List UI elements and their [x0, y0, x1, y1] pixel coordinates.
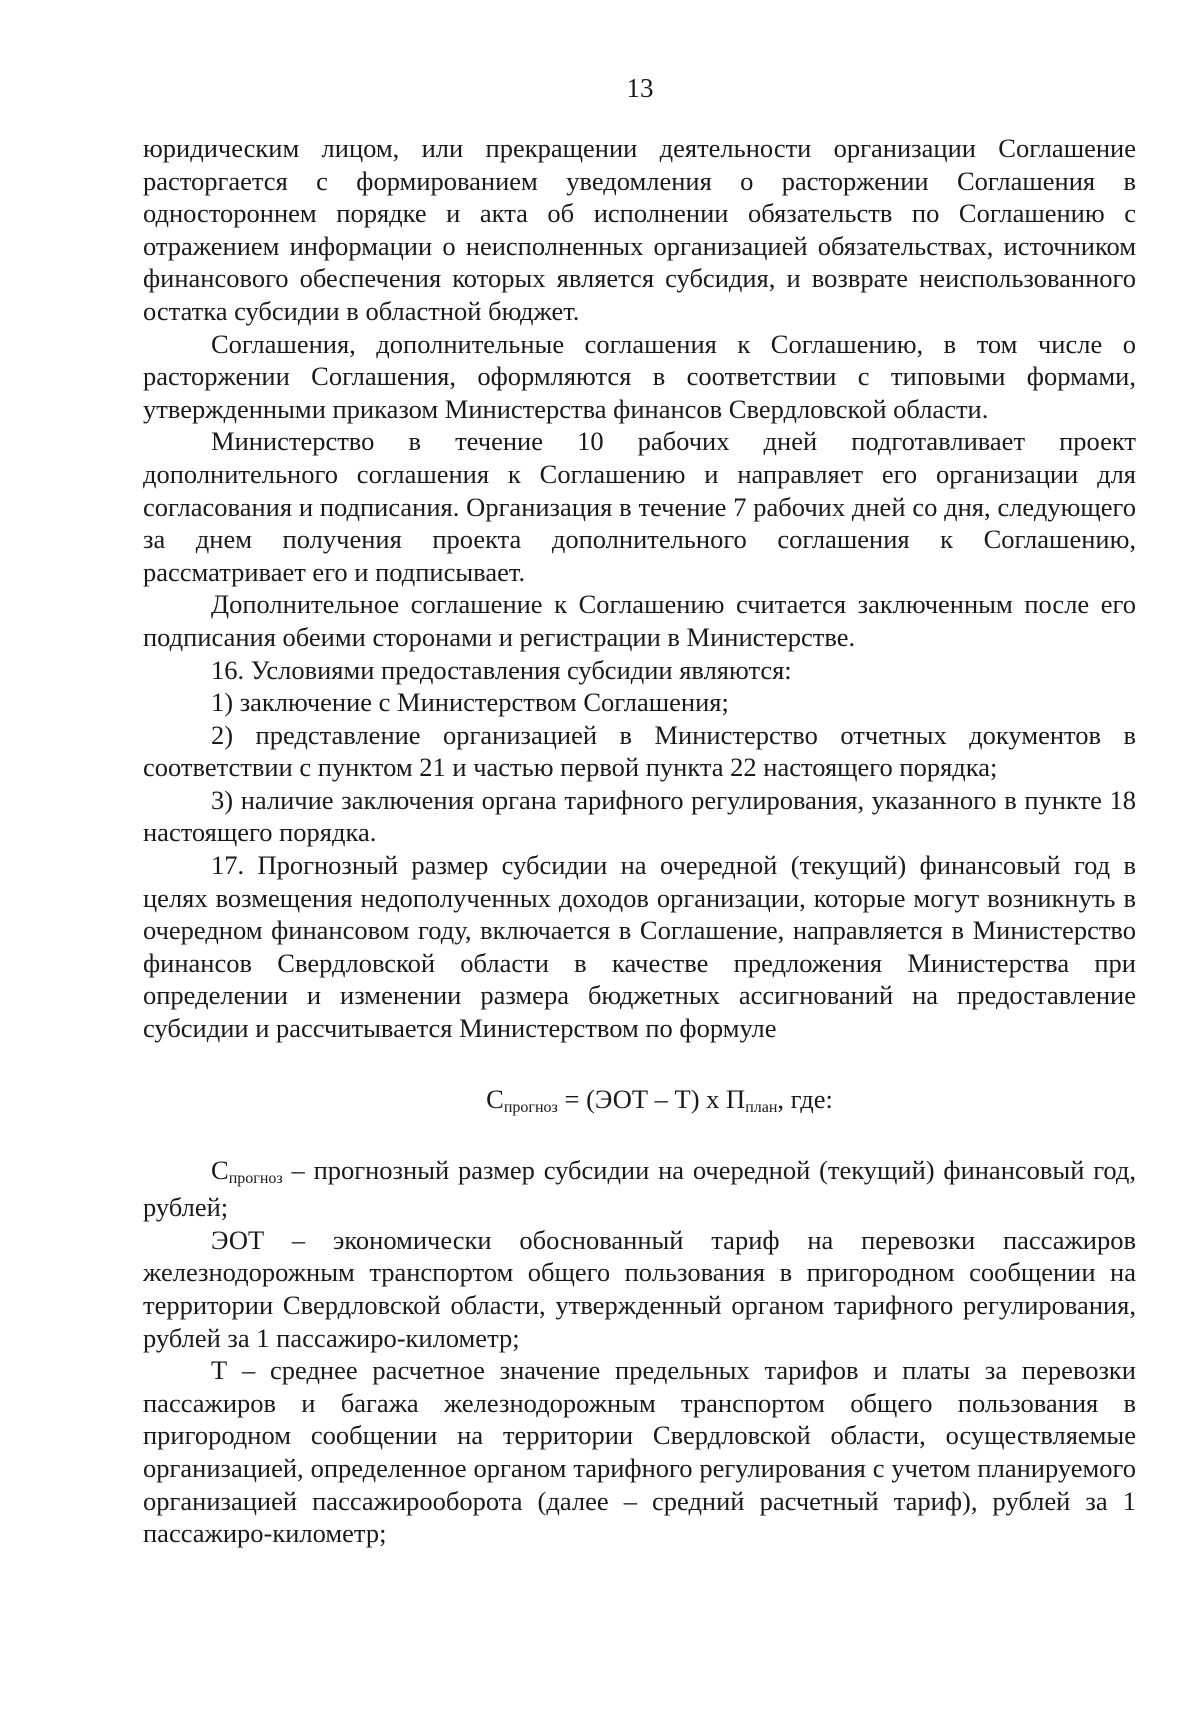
definition-c-forecast	[143, 1154, 1136, 1224]
definition-t: Т – среднее расчетное значение предельных тарифов и платы за перевозки пассажиров и багажа железнодорожным транспортом общего пользования в пригородном сообщении на территории Свердловской области, осуществляемые организацией, определенное органом тарифного регулирования с учетом планируемого организацией пассажирооборота (далее – средний расчетный тариф), рублей за 1 пассажиро-километр;	[143, 1355, 1136, 1549]
page-number: 13	[626, 73, 654, 103]
definition-c-letter: С	[211, 1154, 229, 1185]
formula-c-letter: С	[486, 1083, 504, 1114]
condition-item-3: 3) наличие заключения органа тарифного регулирования, указанного в пункте 18 настоящего порядка.	[143, 784, 1136, 848]
formula-tail: , где:	[777, 1083, 833, 1114]
paragraph-continuation: юридическим лицом, или прекращении деятельности организации Соглашение расторгается с формированием уведомления о расторжении Соглашения в одностороннем порядке и акта об исполнении обязательств по Соглашению с отражением информации о неисполненных организацией обязательствах, источником финансового обеспечения которых является субсидия, и возврате неиспользованного остатка субсидии в областной бюджет.	[143, 133, 1136, 326]
paragraph-agreements-forms: Соглашения, дополнительные соглашения к Соглашению, в том числе о расторжении Соглашения, оформляются в соответствии с типовыми формами, утвержденными приказом Министерства финансов Свердловской области.	[143, 328, 1136, 424]
subsidy-formula	[143, 1083, 1136, 1120]
condition-item-2: 2) представление организацией в Министерство отчетных документов в соответствии с пунктом 21 и частью первой пункта 22 настоящего порядка;	[143, 719, 1136, 783]
paragraph-17-forecast: 17. Прогнозный размер субсидии на очередной (текущий) финансовый год в целях возмещения недополученных доходов организации, которые могут возникнуть в очередном финансовом году, включается в Соглашение, направляется в Министерство финансов Свердловской области в качестве предложения Министерства при определении и изменении размера бюджетных ассигнований на предоставление субсидии и рассчитывается Министерством по формуле	[143, 850, 1136, 1044]
paragraph-additional-agreement: Дополнительное соглашение к Соглашению считается заключенным после его подписания обеими сторонами и регистрации в Министерстве.	[143, 589, 1136, 652]
paragraph-ministry-draft: Министерство в течение 10 рабочих дней подготавливает проект дополнительного соглашения к Соглашению и направляет его организации для согласования и подписания. Организация в течение 7 рабочих дней со дня, следующего за днем получения проекта дополнительного соглашения к Соглашению, рассматривает его и подписывает.	[143, 426, 1136, 587]
condition-item-1: 1) заключение с Министерством Соглашения;	[211, 687, 729, 718]
paragraph-16-conditions: 16. Условиями предоставления субсидии являются:	[211, 654, 792, 685]
definition-c-subscript: прогноз	[228, 1169, 283, 1187]
definition-eot: ЭОТ – экономически обоснованный тариф на перевозки пассажиров железнодорожным транспортом общего пользования в пригородном сообщении на территории Свердловской области, утвержденный органом тарифного регулирования, рублей за 1 пассажиро-километр;	[143, 1224, 1136, 1353]
formula-p-subscript: план	[745, 1098, 778, 1116]
formula-middle: = (ЭОТ – Т) x П	[557, 1083, 746, 1114]
document-body	[143, 132, 1136, 1550]
formula-c-subscript: прогноз	[503, 1098, 558, 1116]
definition-c-text: – прогнозный размер субсидии на очередной (текущий) финансовый год, рублей;	[143, 1154, 1136, 1223]
